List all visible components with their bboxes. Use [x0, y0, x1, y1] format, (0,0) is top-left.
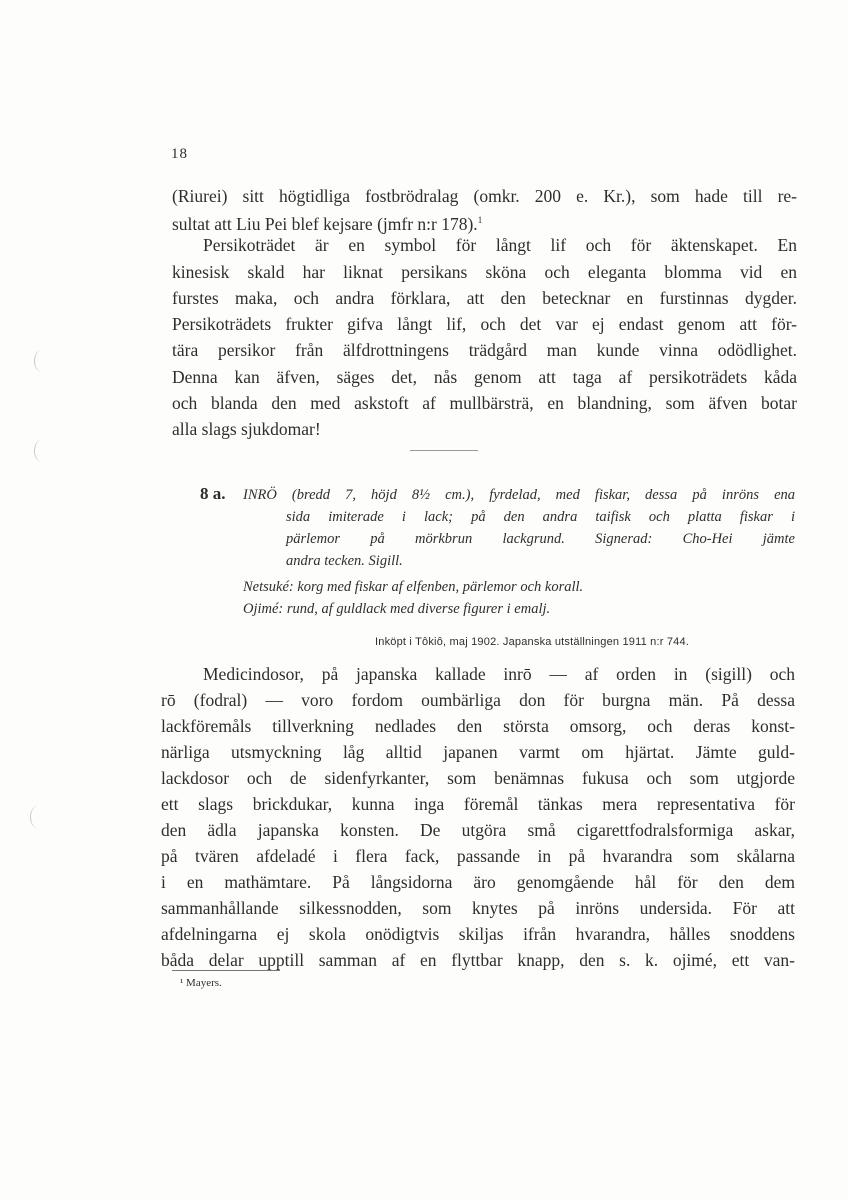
entry-description-line-2: sida imiterade i lack; på den andra taifisk och platta fiskar i: [286, 509, 795, 525]
paragraph2-line-5: lackdosor och de sidenfyrkanter, som benämnas fukusa och som utgjorde: [161, 768, 795, 788]
entry-netsuke-line: Netsuké: korg med fiskar af elfenben, pärlemor och korall.: [243, 579, 584, 595]
paragraph2-line-2: rō (fodral) — voro fordom oumbärliga don för burgna män. På dessa: [161, 690, 795, 710]
paragraph1-line-8: Denna kan äfven, säges det, nås genom att taga af persikoträdets kåda: [172, 367, 797, 387]
entry-description-line-1: INRÖ (bredd 7, höjd 8½ cm.), fyrdelad, med fiskar, dessa på inröns ena: [243, 487, 795, 503]
paragraph2-line-3: lackföremåls tillverkning nedlades den största omsorg, och deras konst-: [161, 716, 795, 736]
margin-scan-mark: [30, 806, 45, 828]
page-number: 18: [171, 146, 188, 162]
footnote-rule: [172, 970, 280, 971]
paragraph2-line-1: Medicindosor, på japanska kallade inrō — af orden in (sigill) och: [203, 664, 795, 684]
paragraph1-line-5: furstes maka, och andra förklara, att den betecknar en furstinnas dygder.: [172, 288, 797, 308]
paragraph2-line-11: afdelningarna ej skola onödigtvis skiljas ifrån hvarandra, hålles snoddens: [161, 924, 795, 944]
paragraph2-line-8: på tvären afdeladé i flera fack, passande in på hvarandra som skålarna: [161, 846, 795, 866]
paragraph1-line-6: Persikoträdets frukter gifva långt lif, och det var ej endast genom att för-: [172, 314, 797, 334]
paragraph1-line-10: alla slags sjukdomar!: [172, 419, 321, 439]
paragraph2-line-6: ett slags brickdukar, kunna inga föremål tänkas mera representativa för: [161, 794, 795, 814]
paragraph2-line-7: den ädla japanska konsten. De utgöra små cigarettfodralsformiga askar,: [161, 820, 795, 840]
paragraph1-line-4: kinesisk skald har liknat persikans sköna och eleganta blomma vid en: [172, 262, 797, 282]
paragraph2-line-10: sammanhållande silkessnodden, som knytes på inröns undersida. För att: [161, 898, 795, 918]
paragraph1-line-2-text: sultat att Liu Pei blef kejsare (jmfr n:r 178).: [172, 213, 478, 234]
paragraph2-line-4: närliga utsmyckning låg alltid japanen varmt om hjärtat. Jämte guld-: [161, 742, 795, 762]
margin-scan-mark: [34, 350, 49, 372]
entry-number: 8 a.: [200, 484, 226, 503]
paragraph1-line-3: Persikoträdet är en symbol för långt lif och för äktenskapet. En: [203, 235, 797, 255]
paragraph1-line-2: [172, 210, 482, 234]
footnote-reference-mark: 1: [477, 215, 483, 225]
paragraph2-line-9: i en mathämtare. På långsidorna äro genomgående hål för den dem: [161, 872, 795, 892]
paragraph1-line-1: (Riurei) sitt högtidliga fostbrödralag (omkr. 200 e. Kr.), som hade till re-: [172, 186, 797, 206]
entry-acquisition-note: Inköpt i Tôkiô, maj 1902. Japanska utställningen 1911 n:r 744.: [375, 636, 690, 648]
entry-ojime-line: Ojimé: rund, af guldlack med diverse figurer i emalj.: [243, 601, 551, 617]
entry-description-line-3: pärlemor på mörkbrun lackgrund. Signerad: Cho-Hei jämte: [286, 531, 795, 547]
paragraph2-line-12: båda delar upptill samman af en flyttbar knapp, den s. k. ojimé, ett van-: [161, 950, 795, 970]
paragraph1-line-7: tära persikor från älfdrottningens trädgård man kunde vinna odödlighet.: [172, 340, 797, 360]
paragraph1-line-9: och blanda den med askstoft af mullbärsträ, en blandning, som äfven botar: [172, 393, 797, 413]
entry-description-line-4: andra tecken. Sigill.: [286, 553, 403, 569]
margin-scan-mark: [34, 440, 49, 462]
section-separator: [410, 450, 478, 451]
footnote: ¹ Mayers.: [180, 977, 222, 989]
